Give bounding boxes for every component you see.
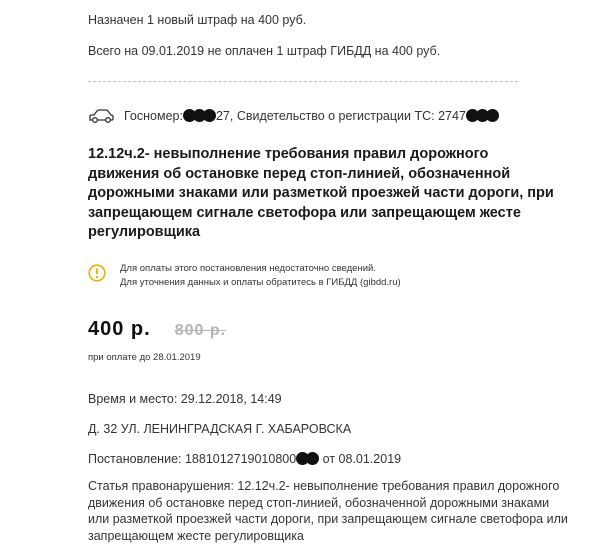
certificate-label: , Свидетельство о регистрации ТС: 2747: [229, 109, 466, 123]
plate-label: Госномер:: [124, 109, 183, 123]
violation-article: Статья правонарушения: 12.12ч.2- невыполнение требования правил дорожного движения об остановке перед стоп-линией, обозначенной дорожными знаками или разметкой проезжей части дороги, при запрещающем сигнале светофора или запрещающем жесте регулировщика: [88, 479, 568, 543]
redaction-mask: [296, 451, 319, 467]
notice-line-1: Для оплаты этого постановления недостаточно сведений.: [120, 263, 376, 274]
redaction-mask: [466, 109, 499, 123]
violation-place: Д. 32 УЛ. ЛЕНИНГРАДСКАЯ Г. ХАБАРОВСКА: [88, 422, 352, 436]
insufficient-data-notice: [88, 262, 401, 289]
resolution-number: Постановление: 1881012719010800 от 08.01.2019: [88, 452, 402, 466]
violation-datetime: Время и место: 29.12.2018, 14:49: [88, 392, 282, 406]
original-price: 800 р.: [174, 322, 227, 339]
gibdd-link[interactable]: gibdd.ru: [363, 276, 398, 288]
divider: [88, 81, 518, 82]
discounted-price: 400 р.: [88, 318, 151, 340]
redaction-mask: [183, 109, 216, 123]
violation-title: 12.12ч.2- невыполнение требования правил дорожного движения об остановке перед стоп-линией, обозначенной дорожными знаками или разметкой проезжей части дороги, при запрещающем сигнале светофора или запрещающем жесте регулировщика: [88, 146, 554, 240]
car-icon: [87, 108, 115, 124]
new-fine-summary: Назначен 1 новый штраф на 400 руб.: [88, 13, 307, 27]
notice-line-2: Для уточнения данных и оплаты обратитесь в ГИБДД (gibdd.ru): [120, 276, 401, 288]
price-row: [88, 318, 226, 341]
vehicle-info: [87, 106, 499, 126]
warning-icon: [88, 264, 106, 282]
plate-suffix: 27: [215, 109, 230, 123]
total-unpaid-summary: Всего на 09.01.2019 не оплачен 1 штраф ГИБДД на 400 руб.: [88, 44, 441, 58]
discount-due-date: при оплате до 28.01.2019: [88, 352, 201, 363]
